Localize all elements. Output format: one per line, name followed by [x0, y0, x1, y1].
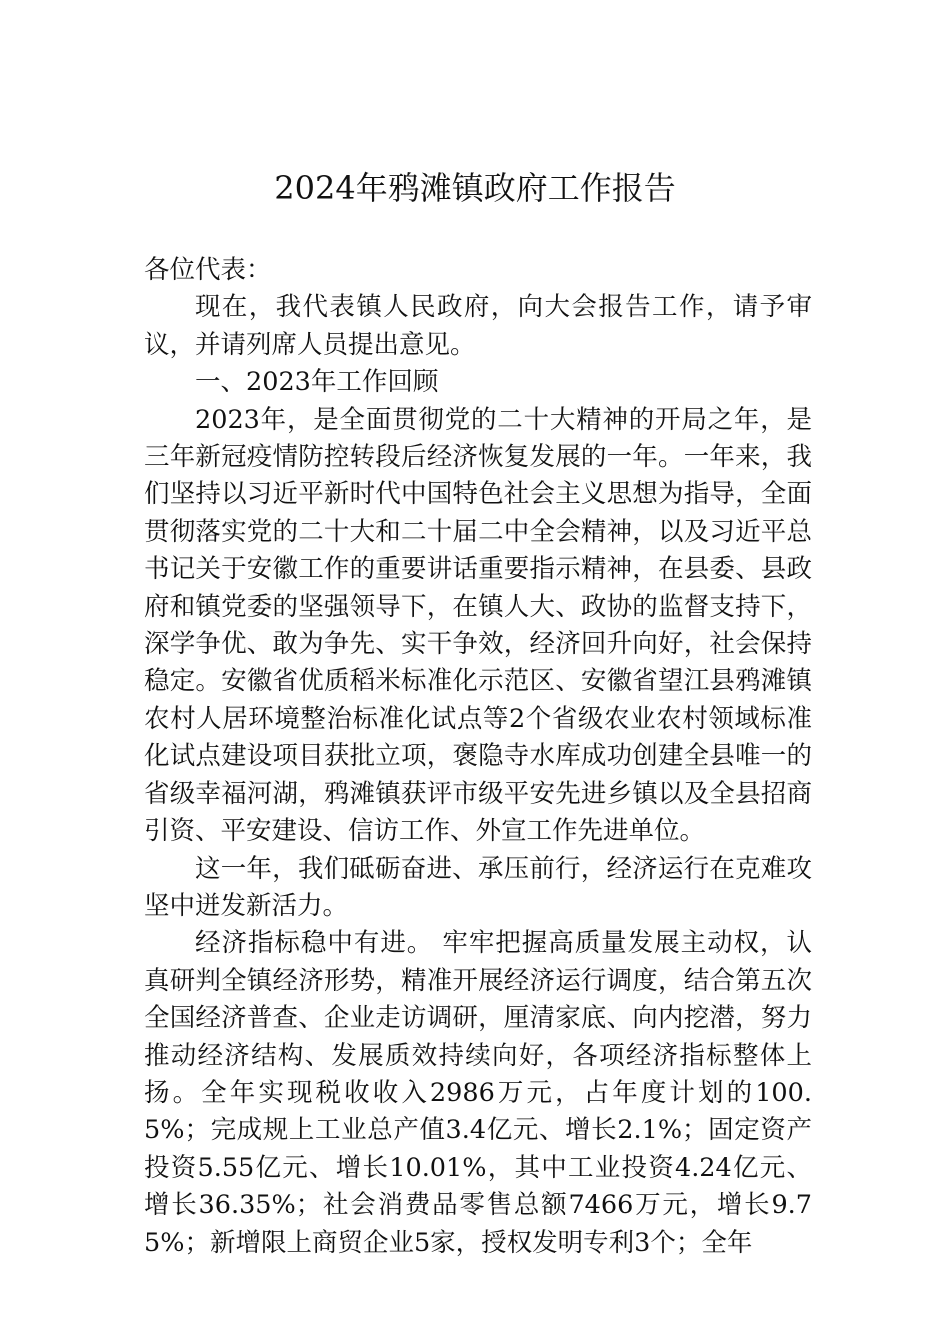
document-title: 2024年鸦滩镇政府工作报告 — [274, 169, 676, 207]
paragraph-review: 2023年，是全面贯彻党的二十大精神的开局之年，是三年新冠疫情防控转段后经济恢复发展的一年。一年来，我们坚持以习近平新时代中国特色社会主义思想为指导，全面贯彻落实党的二十大和二十届二中全会精神，以及习近平总书记关于安徽工作的重要讲话重要指示精神，在县委、县政府和镇党委的坚强领导下，在镇人大、政协的监督支持下，深学争优、敢为争先、实干争效，经济回升向好，社会保持稳定。安徽省优质稻米标准化示范区、安徽省望江县鸦滩镇农村人居环境整治标准化试点等2个省级农业农村领域标准化试点建设项目获批立项，褒隐寺水库成功创建全县唯一的省级幸福河湖，鸦滩镇获评市级平安先进乡镇以及全县招商引资、平安建设、信访工作、外宣工作先进单位。 — [144, 404, 812, 847]
salutation: 各位代表： — [144, 255, 272, 285]
paragraph-intro: 现在，我代表镇人民政府，向大会报告工作，请予审议，并请列席人员提出意见。 — [144, 292, 812, 360]
paragraph-economy: 经济指标稳中有进。 牢牢把握高质量发展主动权，认真研判全镇经济形势，精准开展经济运行调度，结合第五次全国经济普查、企业走访调研，厘清家底、向内挖潜，努力推动经济结构、发展质效持续向好，各项经济指标整体上扬。全年实现税收收入2986万元，占年度计划的100.5%；完成规上工业总产值3.4亿元、增长2.1%；固定资产投资5.55亿元、增长10.01%，其中工业投资4.24亿元、增长36.35%；社会消费品零售总额7466万元，增长9.75%；新增限上商贸企业5家，授权发明专利3个；全年 — [144, 928, 812, 1258]
section-heading: 一、2023年工作回顾 — [195, 367, 439, 398]
document-body — [144, 252, 812, 1262]
paragraph-summary: 这一年，我们砥砺奋进、承压前行，经济运行在克难攻坚中迸发新活力。 — [144, 853, 812, 921]
